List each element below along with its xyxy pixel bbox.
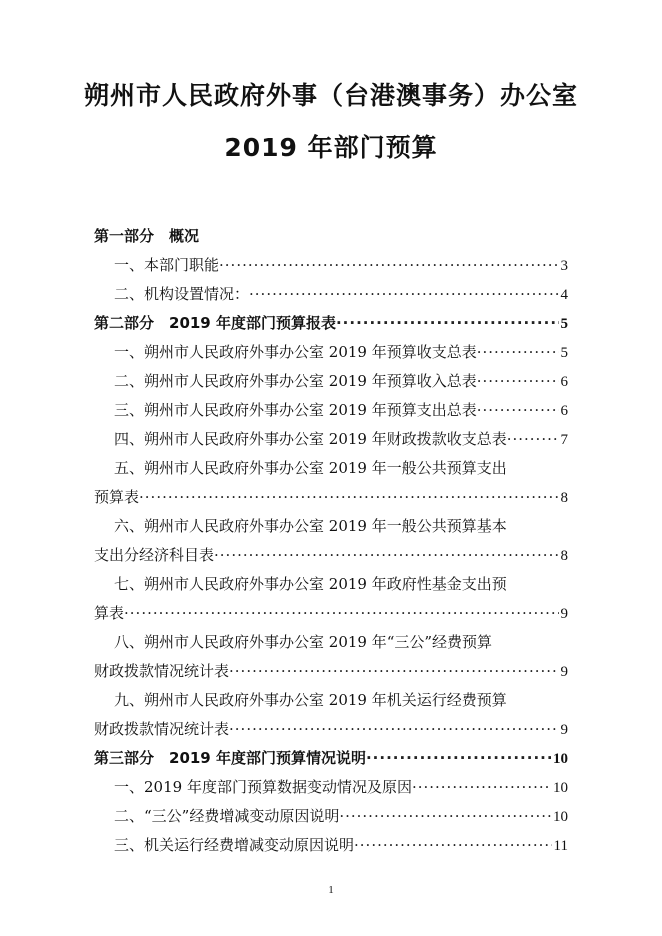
toc-page-number: 9 (560, 664, 568, 680)
toc-leader-dots (214, 541, 558, 570)
toc-page-number: 9 (560, 606, 568, 622)
toc-entry-text: 二、机构设置情况： (114, 285, 250, 303)
toc-entry[interactable] (94, 715, 568, 744)
toc-entry-text: 预算表 (94, 488, 140, 506)
toc-entry-text: 七、朔州市人民政府外事办公室 2019 年政府性基金支出预 (114, 575, 507, 593)
document-title: 朔州市人民政府外事（台港澳事务）办公室 (83, 81, 578, 110)
toc-entry-text: 一、本部门职能 (114, 256, 220, 274)
toc-entry[interactable] (94, 425, 568, 454)
toc-leader-dots (229, 715, 558, 744)
toc-page-number: 8 (560, 548, 568, 564)
toc-entry[interactable] (94, 280, 568, 309)
toc-leader-dots (339, 802, 551, 831)
toc-entry[interactable] (94, 599, 568, 628)
table-of-contents (94, 222, 568, 860)
toc-entry[interactable] (94, 628, 568, 657)
toc-page-number: 10 (553, 751, 568, 767)
toc-entry[interactable] (94, 802, 568, 831)
document-subtitle: 2019 年部门预算 (224, 133, 438, 162)
toc-leader-dots (507, 425, 559, 454)
toc-page-number: 10 (553, 780, 568, 796)
toc-leader-dots (219, 251, 558, 280)
page-number: 1 (328, 884, 334, 896)
toc-entry[interactable] (94, 483, 568, 512)
toc-leader-dots (354, 831, 552, 860)
toc-entry-text: 二、“三公”经费增减变动原因说明 (114, 807, 340, 825)
toc-page-number: 6 (560, 374, 568, 390)
toc-leader-dots (477, 367, 559, 396)
toc-leader-dots (336, 309, 559, 338)
toc-entry-text: 支出分经济科目表 (94, 546, 215, 564)
toc-page-number: 8 (560, 490, 568, 506)
toc-page-number: 11 (553, 838, 568, 854)
toc-leader-dots (124, 599, 558, 628)
toc-entry-text: 第一部分 概况 (94, 227, 200, 245)
toc-entry-text: 第三部分 2019 年度部门预算情况说明 (94, 749, 366, 767)
toc-leader-dots (412, 773, 551, 802)
toc-page-number: 4 (560, 287, 568, 303)
toc-entry[interactable] (94, 744, 568, 773)
toc-entry[interactable] (94, 309, 568, 338)
toc-leader-dots (477, 396, 559, 425)
toc-entry-text: 四、朔州市人民政府外事办公室 2019 年财政拨款收支总表 (114, 430, 507, 448)
toc-leader-dots (139, 483, 558, 512)
toc-leader-dots (366, 744, 551, 773)
toc-entry[interactable] (94, 773, 568, 802)
toc-entry-text: 九、朔州市人民政府外事办公室 2019 年机关运行经费预算 (114, 691, 507, 709)
toc-leader-dots (249, 280, 558, 309)
toc-entry[interactable] (94, 454, 568, 483)
toc-leader-dots (477, 338, 559, 367)
toc-entry[interactable] (94, 338, 568, 367)
toc-entry-text: 算表 (94, 604, 125, 622)
toc-page-number: 5 (560, 345, 568, 361)
toc-entry[interactable] (94, 657, 568, 686)
toc-page-number: 7 (560, 432, 568, 448)
toc-entry-text: 八、朔州市人民政府外事办公室 2019 年“三公”经费预算 (114, 633, 493, 651)
toc-entry-text: 第二部分 2019 年度部门预算报表 (94, 314, 336, 332)
toc-leader-dots (229, 657, 558, 686)
toc-entry-text: 三、朔州市人民政府外事办公室 2019 年预算支出总表 (114, 401, 477, 419)
toc-entry[interactable] (94, 251, 568, 280)
toc-entry-text: 五、朔州市人民政府外事办公室 2019 年一般公共预算支出 (114, 459, 507, 477)
toc-entry[interactable] (94, 570, 568, 599)
toc-entry-text: 财政拨款情况统计表 (94, 720, 230, 738)
toc-entry-text: 一、2019 年度部门预算数据变动情况及原因 (114, 778, 412, 796)
toc-entry[interactable] (94, 831, 568, 860)
toc-entry[interactable] (94, 396, 568, 425)
toc-page-number: 6 (560, 403, 568, 419)
toc-entry[interactable] (94, 686, 568, 715)
toc-entry-text: 财政拨款情况统计表 (94, 662, 230, 680)
toc-entry[interactable] (94, 222, 568, 251)
toc-entry-text: 六、朔州市人民政府外事办公室 2019 年一般公共预算基本 (114, 517, 507, 535)
toc-page-number: 5 (560, 316, 568, 332)
toc-entry-text: 二、朔州市人民政府外事办公室 2019 年预算收入总表 (114, 372, 477, 390)
toc-entry-text: 三、机关运行经费增减变动原因说明 (114, 836, 355, 854)
toc-entry[interactable] (94, 512, 568, 541)
toc-page-number: 9 (560, 722, 568, 738)
toc-entry[interactable] (94, 541, 568, 570)
toc-page-number: 10 (553, 809, 568, 825)
toc-entry-text: 一、朔州市人民政府外事办公室 2019 年预算收支总表 (114, 343, 477, 361)
toc-entry[interactable] (94, 367, 568, 396)
toc-page-number: 3 (560, 258, 568, 274)
